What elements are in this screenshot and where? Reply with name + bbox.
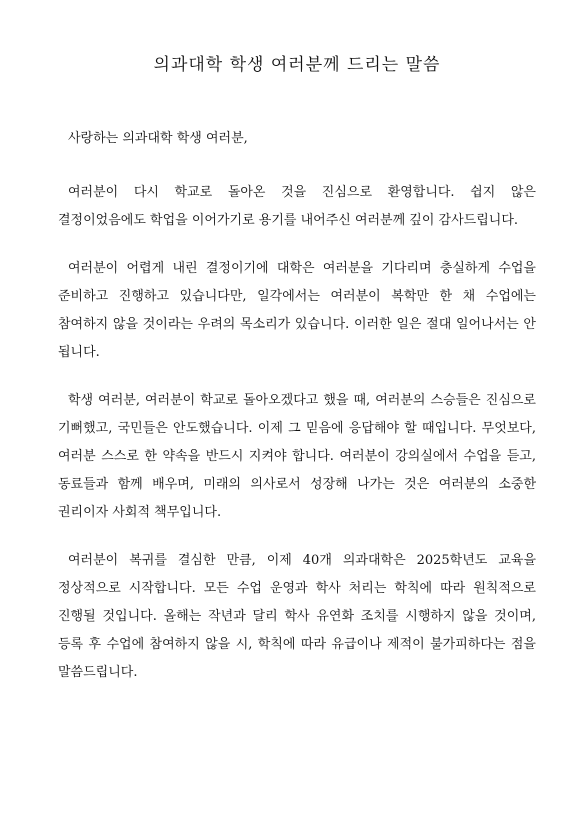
paragraph-promise: 학생 여러분, 여러분이 학교로 돌아오겠다고 했을 때, 여러분의 스승들은 진심으로 기뻐했고, 국민들은 안도했습니다. 이제 그 믿음에 응답해야 할 때입니다. 무엇보다, 여러분 스스로 한 약속을 반드시 지켜야 합니다. 여러분이 강의실에서 수업을 듣고, 동료들과 함께 배우며, 미래의 의사로서 성장해 나가는 것은 여러분의 소중한 권리이자 사회적 책무입니다. [58,393,536,520]
paragraph-welcome: 여러분이 다시 학교로 돌아온 것을 진심으로 환영합니다. 쉽지 않은 결정이었음에도 학업을 이어가기로 용기를 내어주신 여러분께 깊이 감사드립니다. [58,185,536,228]
paragraph-concern: 여러분이 어렵게 내린 결정이기에 대학은 여러분을 기다리며 충실하게 수업을 준비하고 진행하고 있습니다만, 일각에서는 여러분이 복학만 한 채 수업에는 참여하지 않을 것이라는 우려의 목소리가 있습니다. 이러한 일은 절대 일어나서는 안 됩니다. [58,261,536,360]
letter-greeting: 사랑하는 의과대학 학생 여러분, [68,131,248,146]
letter-title: 의과대학 학생 여러분께 드리는 말씀 [153,55,441,75]
paragraph-policy: 여러분이 복귀를 결심한 만큼, 이제 40개 의과대학은 2025학년도 교육을 정상적으로 시작합니다. 모든 수업 운영과 학사 처리는 학칙에 따라 원칙적으로 진행될 것입니다. 올해는 작년과 달리 학사 유연화 조치를 시행하지 않을 것이며, 등록 후 수업에 참여하지 않을 시, 학칙에 따라 유급이나 제적이 불가피하다는 점을 말씀드립니다. [58,553,536,680]
